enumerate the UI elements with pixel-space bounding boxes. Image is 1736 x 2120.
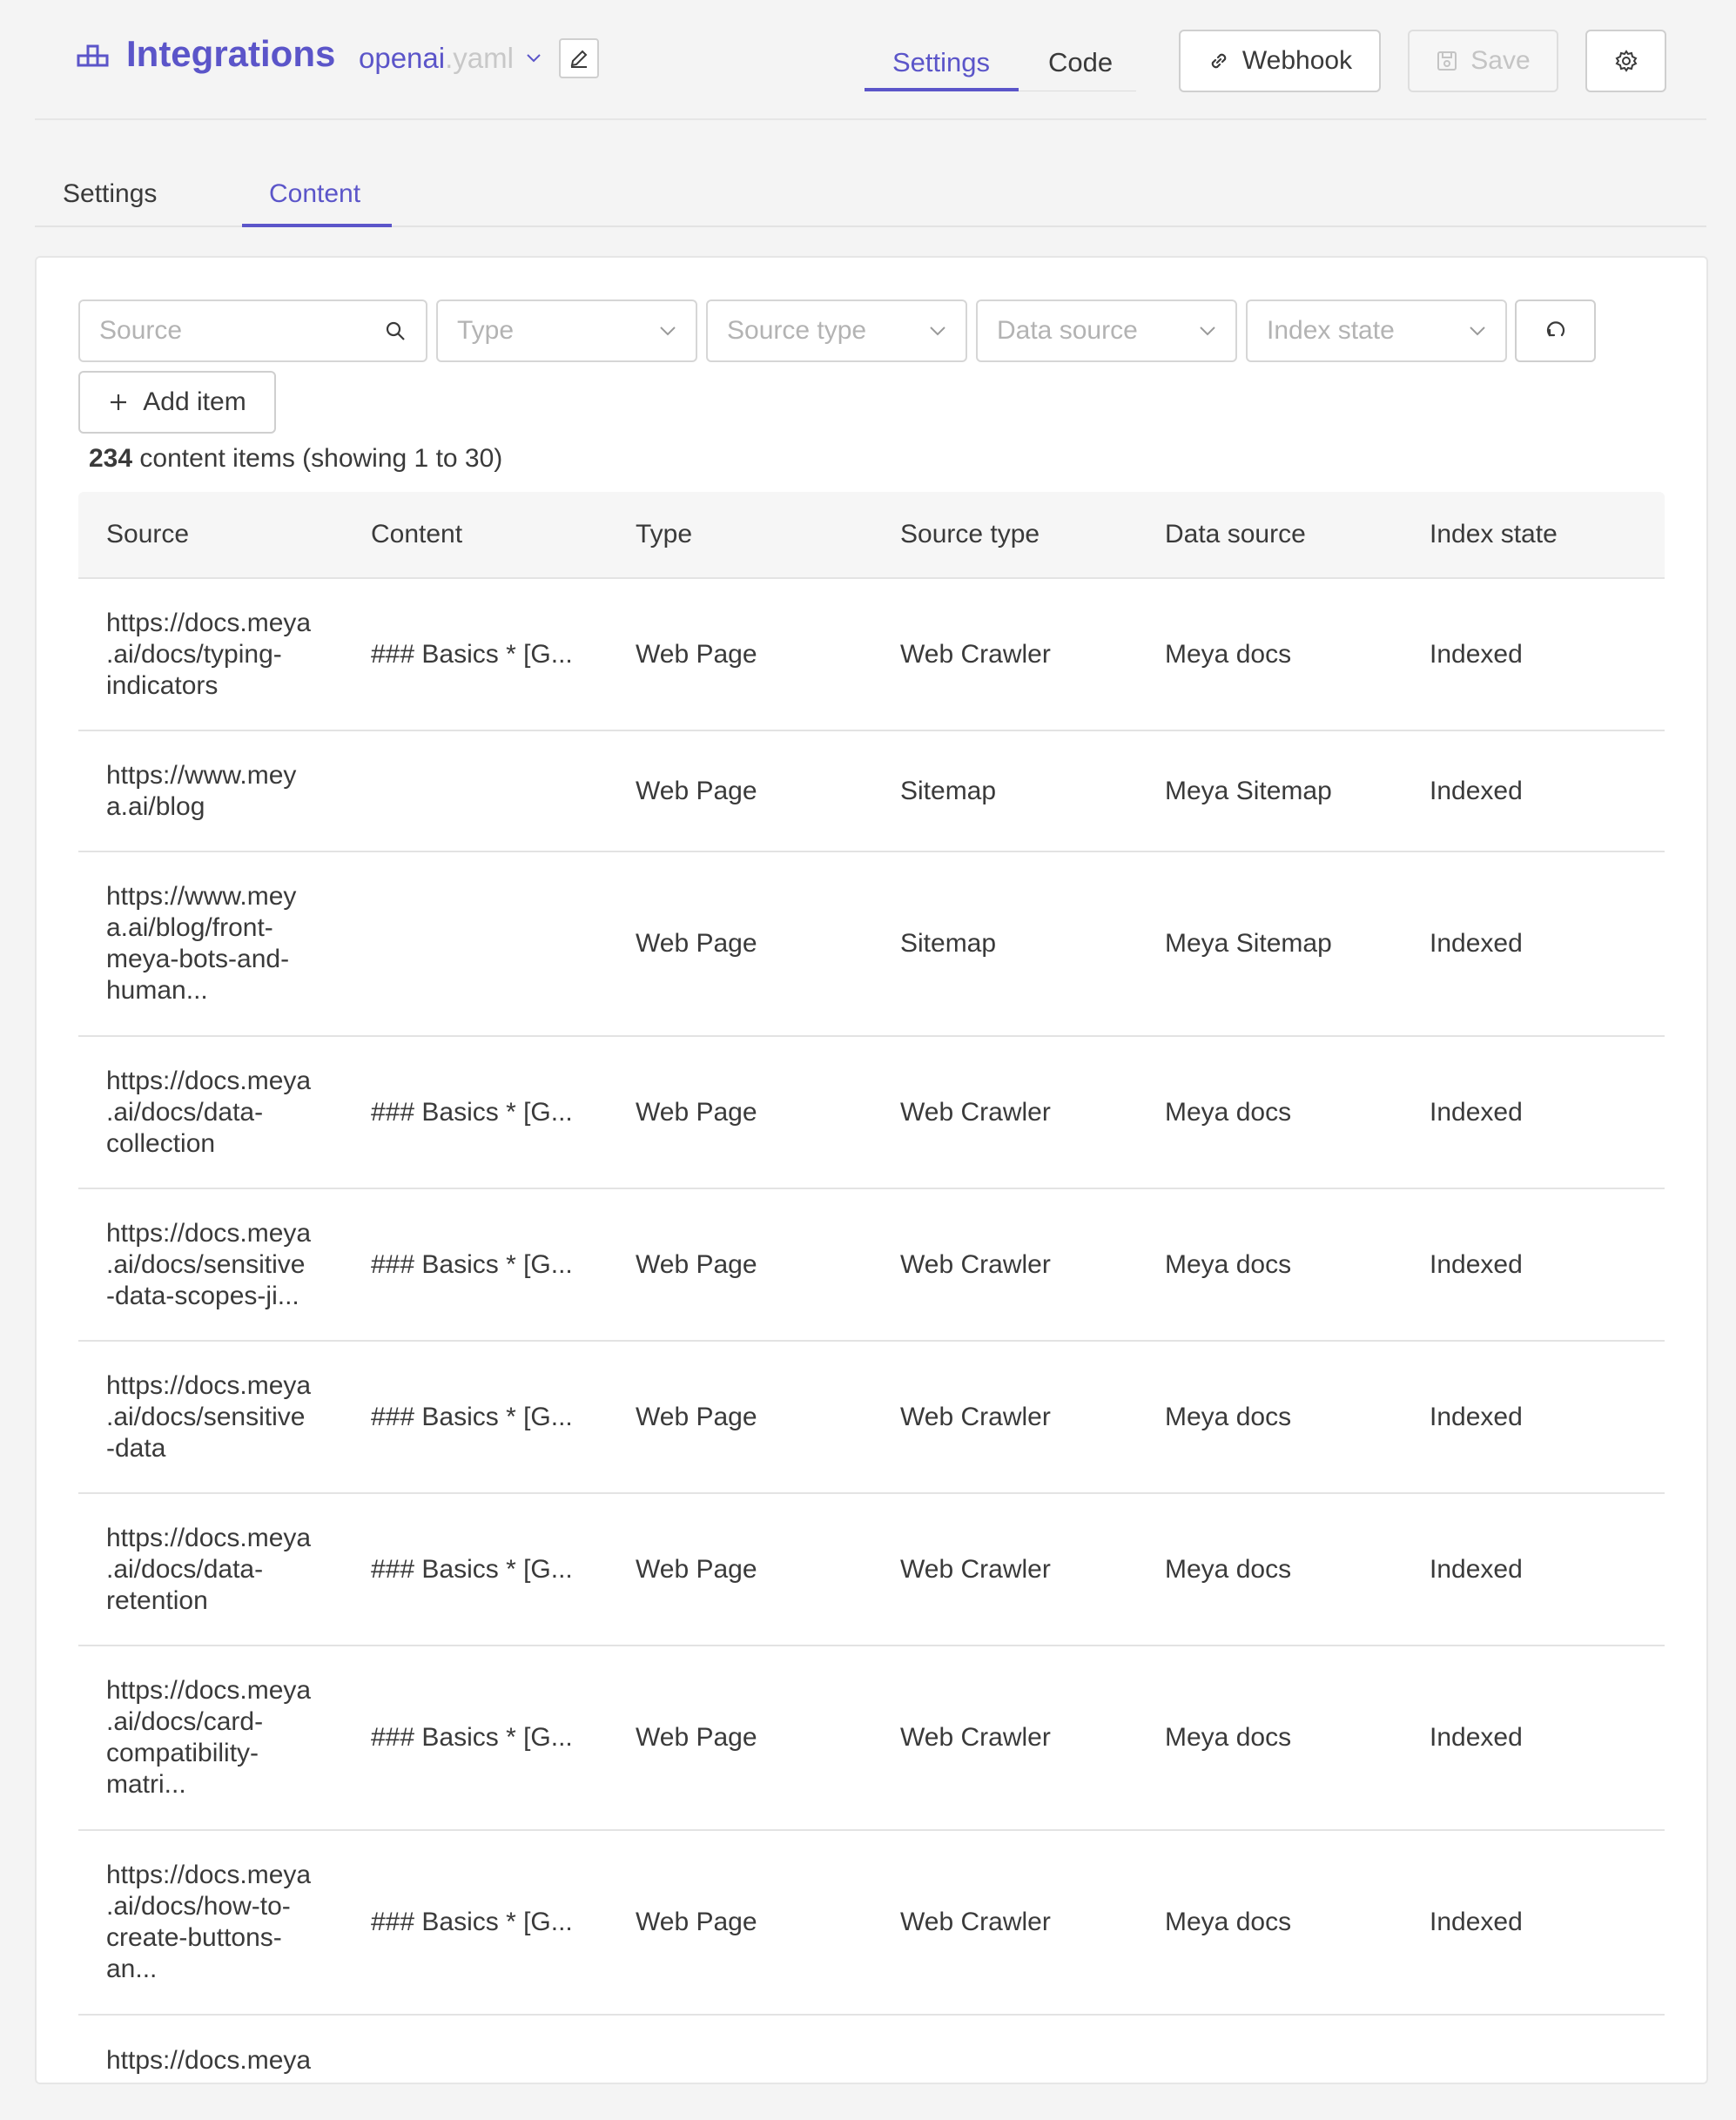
app-title: Integrations: [126, 33, 336, 74]
cell-index-state: Indexed: [1430, 1554, 1523, 1584]
table-row[interactable]: [78, 2016, 1665, 2120]
subtab-content[interactable]: Content: [269, 179, 361, 208]
refresh-icon: [1544, 319, 1568, 343]
cell-index-state: Indexed: [1430, 929, 1523, 958]
table-row[interactable]: [78, 1189, 1665, 1342]
cell-source: https://www.mey a.ai/blog: [106, 760, 297, 821]
cell-source-type: Web Crawler: [900, 639, 1051, 669]
content-count: [89, 444, 502, 474]
table-header: [78, 492, 1665, 579]
cell-data-source: Meya docs: [1165, 1402, 1292, 1431]
header-divider: [35, 118, 1706, 120]
cell-type: Web Page: [636, 639, 757, 669]
cell-content: ### Basics * [G...: [371, 1908, 573, 1936]
cell-content: ### Basics * [G...: [371, 1097, 573, 1127]
file-name-stem: openai: [359, 42, 446, 74]
cell-type: Web Page: [636, 1097, 757, 1127]
cell-type: Web Page: [636, 1723, 757, 1752]
type-filter-placeholder: Type: [457, 316, 515, 345]
column-header-data-source[interactable]: Data source: [1165, 520, 1306, 549]
cell-source-type: Web Crawler: [900, 1097, 1051, 1127]
cell-type: Web Page: [636, 929, 757, 958]
edit-button[interactable]: [559, 38, 599, 78]
cell-type: Web Page: [636, 1402, 757, 1431]
cell-source-type: Web Crawler: [900, 1723, 1051, 1752]
cell-source: https://docs.meya .ai/docs/sensitive -data-scopes-ji...: [106, 1218, 312, 1310]
cell-source-type: Web Crawler: [900, 1554, 1051, 1584]
plus-icon: [108, 392, 129, 413]
cell-type: Web Page: [636, 1554, 757, 1584]
cell-data-source: Meya docs: [1165, 1097, 1292, 1127]
edit-icon: [569, 48, 589, 69]
webhook-label: Webhook: [1241, 46, 1353, 75]
link-icon: [1208, 50, 1230, 72]
column-header-index-state[interactable]: Index state: [1430, 520, 1558, 549]
cell-source: https://docs.meya .ai/docs/typing- indicators: [106, 608, 312, 700]
chevron-down-icon: [929, 326, 946, 336]
tab-settings[interactable]: Settings: [892, 47, 991, 77]
chevron-down-icon[interactable]: [526, 52, 542, 63]
active-subtab-indicator: [242, 224, 392, 227]
index-state-filter-placeholder: Index state: [1267, 316, 1395, 345]
cell-source: https://docs.meya .ai/docs/data- collection: [106, 1066, 312, 1158]
cell-content: ### Basics * [G...: [371, 639, 573, 669]
add-item-button[interactable]: [78, 371, 276, 434]
column-header-source[interactable]: Source: [106, 520, 190, 549]
table-row[interactable]: [78, 731, 1665, 852]
cell-source: https://www.mey a.ai/blog/front- meya-bots-and- human...: [106, 882, 297, 1005]
content-count-total: 234: [89, 444, 133, 473]
cell-data-source: Meya docs: [1165, 1554, 1292, 1584]
cell-source: https://docs.meya .ai/docs/sensitive -data: [106, 1370, 312, 1463]
cell-index-state: Indexed: [1430, 776, 1523, 805]
cell-data-source: Meya docs: [1165, 1249, 1292, 1279]
table-row[interactable]: [78, 579, 1665, 731]
file-selector[interactable]: [359, 42, 514, 75]
cell-source: https://docs.meya: [106, 2046, 312, 2075]
cell-index-state: Indexed: [1430, 1402, 1523, 1431]
column-header-type[interactable]: Type: [636, 520, 693, 549]
cell-source-type: Sitemap: [900, 776, 997, 805]
table-row[interactable]: [78, 1342, 1665, 1494]
cell-data-source: Meya Sitemap: [1165, 929, 1332, 958]
webhook-button[interactable]: [1179, 30, 1381, 92]
table-row[interactable]: [78, 1646, 1665, 1831]
cell-source: https://docs.meya .ai/docs/card- compatibility- matri...: [106, 1676, 312, 1799]
file-name-ext: .yaml: [445, 42, 514, 74]
chevron-down-icon: [1469, 326, 1486, 336]
data-source-filter-select[interactable]: [976, 299, 1237, 362]
save-button[interactable]: [1408, 30, 1558, 92]
search-icon: [384, 320, 407, 342]
subtab-settings[interactable]: Settings: [63, 179, 158, 208]
cell-data-source: Meya Sitemap: [1165, 776, 1332, 805]
cell-content: ### Basics * [G...: [371, 1402, 573, 1431]
data-source-filter-placeholder: Data source: [997, 316, 1138, 345]
cell-content: ### Basics * [G...: [371, 1723, 573, 1752]
source-search-input[interactable]: [78, 299, 427, 362]
gear-icon: [1614, 49, 1638, 73]
cell-data-source: Meya docs: [1165, 639, 1292, 669]
cell-index-state: Indexed: [1430, 1908, 1523, 1936]
index-state-filter-select[interactable]: [1246, 299, 1507, 362]
cell-source-type: Web Crawler: [900, 1249, 1051, 1279]
settings-button[interactable]: [1585, 30, 1666, 92]
cell-index-state: Indexed: [1430, 639, 1523, 669]
chevron-down-icon: [659, 326, 676, 336]
add-item-label: Add item: [143, 387, 246, 416]
column-header-source-type[interactable]: Source type: [900, 520, 1040, 549]
cell-data-source: Meya docs: [1165, 1723, 1292, 1752]
source-type-filter-select[interactable]: [706, 299, 967, 362]
cell-index-state: Indexed: [1430, 1723, 1523, 1752]
table-row[interactable]: [78, 1037, 1665, 1189]
tab-code[interactable]: Code: [1048, 47, 1114, 77]
chevron-down-icon: [1199, 326, 1216, 336]
cell-type: Web Page: [636, 1908, 757, 1936]
cell-data-source: Meya docs: [1165, 1908, 1292, 1936]
source-search-placeholder: Source: [99, 316, 183, 345]
cell-content: ### Basics * [G...: [371, 1249, 573, 1279]
column-header-content[interactable]: Content: [371, 520, 463, 549]
cell-source-type: Sitemap: [900, 929, 997, 958]
cell-source: https://docs.meya .ai/docs/data- retention: [106, 1523, 312, 1615]
cell-type: Web Page: [636, 776, 757, 805]
cell-type: Web Page: [636, 1249, 757, 1279]
save-icon: [1436, 50, 1458, 72]
cell-index-state: Indexed: [1430, 1097, 1523, 1127]
cell-source-type: Web Crawler: [900, 1402, 1051, 1431]
source-type-filter-placeholder: Source type: [727, 316, 867, 345]
refresh-button[interactable]: [1515, 299, 1596, 362]
content-count-suffix: content items (showing 1 to 30): [139, 444, 503, 473]
integrations-icon: [77, 44, 111, 73]
cell-content: ### Basics * [G...: [371, 1554, 573, 1584]
cell-source: https://docs.meya .ai/docs/how-to- create-buttons- an...: [106, 1861, 312, 1983]
cell-source-type: Web Crawler: [900, 1908, 1051, 1936]
active-tab-indicator: [865, 88, 1019, 91]
table-row[interactable]: [78, 1494, 1665, 1646]
table-row[interactable]: [78, 1831, 1665, 2016]
cell-index-state: Indexed: [1430, 1249, 1523, 1279]
save-label: Save: [1470, 46, 1531, 75]
table-row[interactable]: [78, 852, 1665, 1037]
type-filter-select[interactable]: [436, 299, 697, 362]
content-table: [78, 492, 1665, 2120]
